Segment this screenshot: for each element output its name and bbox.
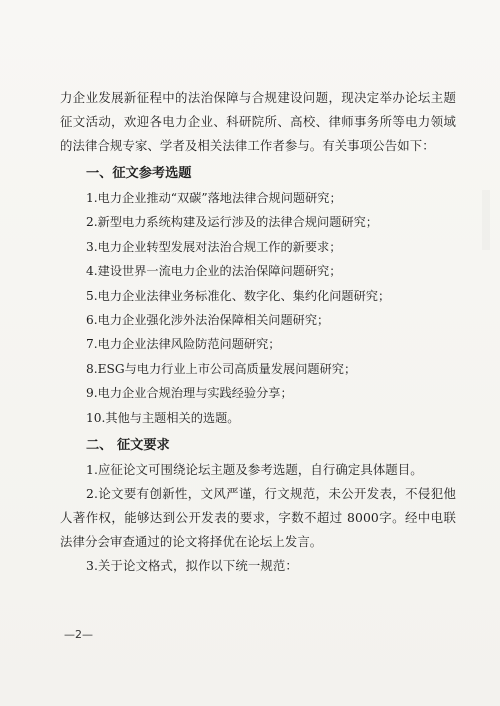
requirement-paragraph: 3.关于论文格式，拟作以下统一规范： bbox=[86, 558, 298, 574]
list-item: 4.建设世界一流电力企业的法治保障问题研究； bbox=[86, 264, 342, 279]
requirement-paragraph: 1.应征论文可围绕论坛主题及参考选题，自行确定具体题目。 bbox=[86, 462, 423, 478]
list-item: 6.电力企业强化涉外法治保障相关问题研究； bbox=[86, 313, 330, 328]
list-item: 3.电力企业转型发展对法治合规工作的新要求； bbox=[86, 239, 342, 254]
list-item: 7.电力企业法律风险防范问题研究； bbox=[86, 337, 281, 352]
list-item: 8.ESG与电力行业上市公司高质量发展问题研究； bbox=[86, 361, 357, 376]
list-item: 1.电力企业推动“双碳”落地法律合规问题研究； bbox=[86, 191, 342, 205]
list-item: 5.电力企业法律业务标准化、数字化、集约化问题研究； bbox=[86, 288, 391, 303]
requirement-paragraph: 2.论文要有创新性，文风严谨，行文规范，未公开发表，不侵犯他人著作权，能够达到公开发表的要求，字数不超过 8000字。经中电联法律分会审查通过的论文将择优在论坛上发言。 bbox=[60, 486, 456, 550]
scan-smudge bbox=[482, 190, 490, 250]
section-1-heading: 一、征文参考选题 bbox=[86, 166, 192, 181]
page-number: —2— bbox=[64, 628, 93, 641]
list-item: 2.新型电力系统构建及运行涉及的法律合规问题研究； bbox=[86, 215, 378, 230]
document-body bbox=[60, 86, 456, 578]
list-item: 9.电力企业合规治理与实践经验分享； bbox=[86, 386, 293, 401]
list-item: 10.其他与主题相关的选题。 bbox=[86, 410, 240, 425]
intro-paragraph: 力企业发展新征程中的法治保障与合规建设问题，现决定举办论坛主题征文活动，欢迎各电力企业、科研院所、高校、律师事务所等电力领域的法律合规专家、学者及相关法律工作者参与。有关事项公告如下： bbox=[60, 90, 456, 153]
topic-list bbox=[60, 186, 456, 430]
section-2-heading: 二、 征文要求 bbox=[86, 438, 170, 454]
